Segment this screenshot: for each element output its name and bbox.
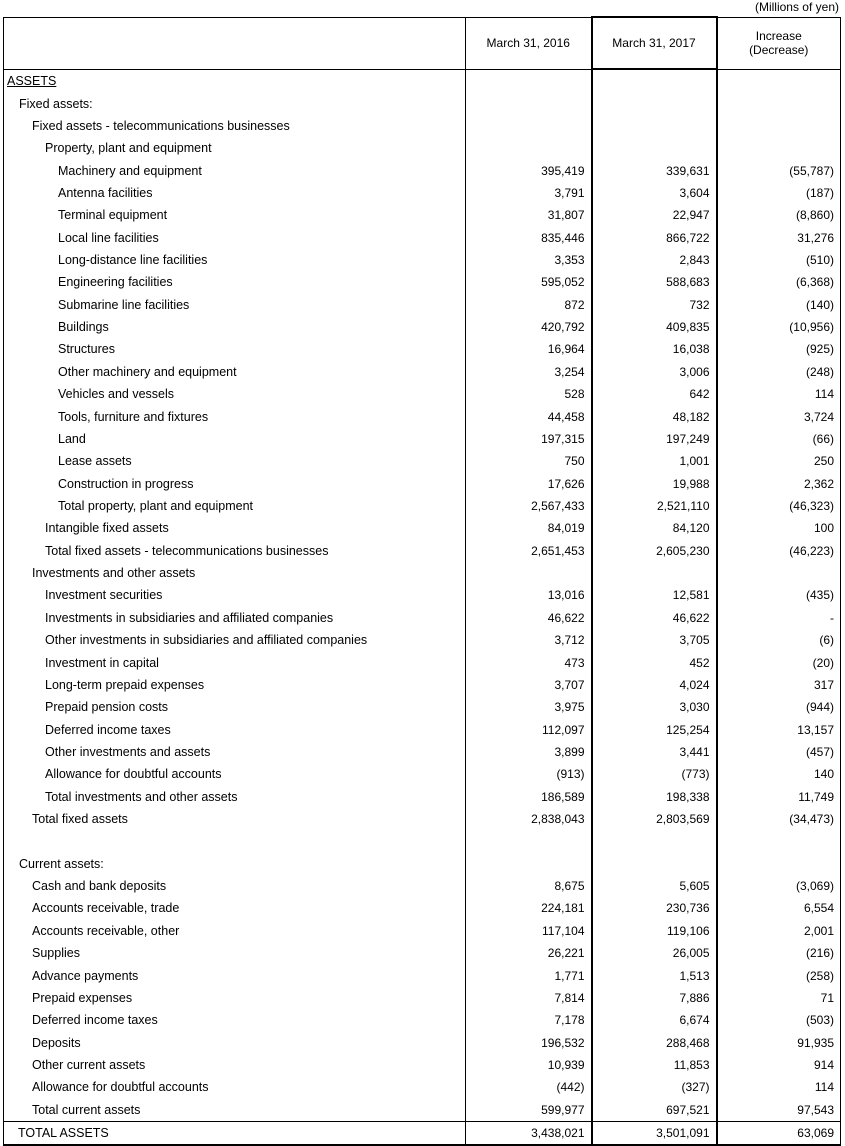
row-value-2016: 872: [466, 294, 592, 316]
row-value-change: [717, 69, 841, 92]
table-row: [4, 182, 841, 204]
row-label: Investment securities: [4, 584, 466, 606]
row-value-2017: 452: [592, 651, 717, 673]
row-value-change: (46,223): [717, 540, 841, 562]
row-value-change: (510): [717, 249, 841, 271]
total-assets-2017: 3,501,091: [592, 1121, 717, 1145]
row-value-2016: 31,807: [466, 204, 592, 226]
row-label: Tools, furniture and fixtures: [4, 405, 466, 427]
row-value-2016: 112,097: [466, 718, 592, 740]
table-row: [4, 964, 841, 986]
table-row: [4, 920, 841, 942]
table-row: [4, 1076, 841, 1098]
row-value-2017: 3,006: [592, 361, 717, 383]
row-value-change: 100: [717, 517, 841, 539]
row-label: Deferred income taxes: [4, 718, 466, 740]
row-value-2017: 3,441: [592, 741, 717, 763]
row-label: Property, plant and equipment: [4, 137, 466, 159]
header-row: [4, 17, 841, 69]
row-value-change: 11,749: [717, 786, 841, 808]
unit-note: (Millions of yen): [754, 0, 839, 14]
table-row: [4, 1054, 841, 1076]
row-value-change: (20): [717, 651, 841, 673]
table-row: [4, 316, 841, 338]
table-row: [4, 607, 841, 629]
row-label: Antenna facilities: [4, 182, 466, 204]
row-value-2016: 224,181: [466, 897, 592, 919]
row-label: Vehicles and vessels: [4, 383, 466, 405]
row-value-2016: 528: [466, 383, 592, 405]
row-value-2017: 409,835: [592, 316, 717, 338]
row-value-2017: 3,705: [592, 629, 717, 651]
row-label: Allowance for doubtful accounts: [4, 763, 466, 785]
row-value-change: 317: [717, 674, 841, 696]
row-value-2016: 2,651,453: [466, 540, 592, 562]
row-label: Terminal equipment: [4, 204, 466, 226]
row-label: Deposits: [4, 1031, 466, 1053]
row-value-change: (3,069): [717, 875, 841, 897]
total-assets-row: [4, 1121, 841, 1145]
table-row: [4, 1099, 841, 1122]
row-label: Total investments and other assets: [4, 786, 466, 808]
row-label: Other machinery and equipment: [4, 361, 466, 383]
row-value-2017: 1,001: [592, 450, 717, 472]
row-value-2017: 26,005: [592, 942, 717, 964]
total-assets-label: TOTAL ASSETS: [4, 1121, 466, 1145]
table-row: [4, 472, 841, 494]
row-value-change: (55,787): [717, 159, 841, 181]
row-value-2017: [592, 92, 717, 114]
row-label: Investments and other assets: [4, 562, 466, 584]
row-value-change: 250: [717, 450, 841, 472]
row-label: Fixed assets - telecommunications businesses: [4, 115, 466, 137]
row-label: Lease assets: [4, 450, 466, 472]
table-row: [4, 875, 841, 897]
row-value-2016: 2,567,433: [466, 495, 592, 517]
row-value-2016: 16,964: [466, 338, 592, 360]
row-value-2016: 3,975: [466, 696, 592, 718]
row-value-2017: 3,604: [592, 182, 717, 204]
row-value-2017: 288,468: [592, 1031, 717, 1053]
row-label: Advance payments: [4, 964, 466, 986]
row-value-2016: 3,899: [466, 741, 592, 763]
row-value-change: [717, 562, 841, 584]
table-row: [4, 92, 841, 114]
header-increase-decrease: [717, 17, 841, 69]
row-value-2017: 2,605,230: [592, 540, 717, 562]
row-label: Total fixed assets: [4, 808, 466, 830]
row-value-2016: 7,178: [466, 1009, 592, 1031]
row-value-2017: 12,581: [592, 584, 717, 606]
row-label: Accounts receivable, trade: [4, 897, 466, 919]
row-value-2017: (327): [592, 1076, 717, 1098]
row-value-change: 31,276: [717, 227, 841, 249]
row-value-2016: 186,589: [466, 786, 592, 808]
row-value-2017: 11,853: [592, 1054, 717, 1076]
row-value-2017: 339,631: [592, 159, 717, 181]
row-value-2017: [592, 830, 717, 852]
row-value-2016: 84,019: [466, 517, 592, 539]
row-value-change: [717, 92, 841, 114]
row-label: Long-distance line facilities: [4, 249, 466, 271]
row-value-change: (6,368): [717, 271, 841, 293]
row-value-2016: (913): [466, 763, 592, 785]
row-value-2016: 196,532: [466, 1031, 592, 1053]
row-value-2016: 13,016: [466, 584, 592, 606]
table-row: [4, 338, 841, 360]
row-value-change: (140): [717, 294, 841, 316]
row-value-change: (944): [717, 696, 841, 718]
row-value-2016: [466, 137, 592, 159]
table-row: [4, 294, 841, 316]
table-row: [4, 495, 841, 517]
row-label: Total current assets: [4, 1099, 466, 1122]
row-value-2016: 7,814: [466, 987, 592, 1009]
row-value-2016: [466, 69, 592, 92]
row-value-2017: 119,106: [592, 920, 717, 942]
row-label: Supplies: [4, 942, 466, 964]
row-value-2016: 599,977: [466, 1099, 592, 1122]
row-value-change: [717, 853, 841, 875]
table-row: [4, 584, 841, 606]
row-label: [4, 830, 466, 852]
row-value-change: 6,554: [717, 897, 841, 919]
row-value-change: [717, 115, 841, 137]
table-row: [4, 271, 841, 293]
row-value-2016: 2,838,043: [466, 808, 592, 830]
table-row: [4, 383, 841, 405]
row-label: Other investments and assets: [4, 741, 466, 763]
table-row: [4, 69, 841, 92]
row-value-2017: 198,338: [592, 786, 717, 808]
row-label: Accounts receivable, other: [4, 920, 466, 942]
table-row: [4, 540, 841, 562]
table-row: [4, 1009, 841, 1031]
table-row: [4, 853, 841, 875]
row-value-change: 2,001: [717, 920, 841, 942]
table-row: [4, 562, 841, 584]
row-value-2017: [592, 562, 717, 584]
table-row: [4, 763, 841, 785]
row-value-2017: 5,605: [592, 875, 717, 897]
row-label: Investments in subsidiaries and affiliated companies: [4, 607, 466, 629]
row-value-2017: 588,683: [592, 271, 717, 293]
table-row: [4, 942, 841, 964]
row-value-2016: 117,104: [466, 920, 592, 942]
row-value-2016: 46,622: [466, 607, 592, 629]
row-value-2016: [466, 853, 592, 875]
row-value-change: (46,323): [717, 495, 841, 517]
row-value-2017: 642: [592, 383, 717, 405]
total-assets-2016: 3,438,021: [466, 1121, 592, 1145]
row-label: Total property, plant and equipment: [4, 495, 466, 517]
row-value-change: 140: [717, 763, 841, 785]
row-value-2017: 2,803,569: [592, 808, 717, 830]
row-value-2017: [592, 137, 717, 159]
row-value-2017: [592, 69, 717, 92]
row-value-2016: [466, 562, 592, 584]
row-label: Submarine line facilities: [4, 294, 466, 316]
row-value-change: (8,860): [717, 204, 841, 226]
row-value-change: -: [717, 607, 841, 629]
row-value-2016: 197,315: [466, 428, 592, 450]
row-label: Local line facilities: [4, 227, 466, 249]
row-value-change: (6): [717, 629, 841, 651]
row-value-2017: 1,513: [592, 964, 717, 986]
table-row: [4, 1031, 841, 1053]
row-label: ASSETS: [4, 69, 466, 92]
row-value-2016: 3,254: [466, 361, 592, 383]
table-row: [4, 361, 841, 383]
row-value-2017: 125,254: [592, 718, 717, 740]
table-row: [4, 808, 841, 830]
row-value-2017: 19,988: [592, 472, 717, 494]
table-row: [4, 786, 841, 808]
row-label: Construction in progress: [4, 472, 466, 494]
table-row: [4, 629, 841, 651]
table-row: [4, 204, 841, 226]
row-value-change: 97,543: [717, 1099, 841, 1122]
row-value-2016: 750: [466, 450, 592, 472]
row-value-2017: 7,886: [592, 987, 717, 1009]
row-label: Long-term prepaid expenses: [4, 674, 466, 696]
row-value-2017: 732: [592, 294, 717, 316]
row-value-2016: [466, 92, 592, 114]
row-value-2016: 835,446: [466, 227, 592, 249]
row-value-change: (435): [717, 584, 841, 606]
row-label: Machinery and equipment: [4, 159, 466, 181]
row-value-change: 13,157: [717, 718, 841, 740]
row-value-2016: 395,419: [466, 159, 592, 181]
row-value-2017: 22,947: [592, 204, 717, 226]
header-decrease: (Decrease): [749, 43, 809, 57]
row-value-change: [717, 137, 841, 159]
table-row: [4, 159, 841, 181]
row-value-2017: 3,030: [592, 696, 717, 718]
balance-sheet-table: [3, 16, 841, 1146]
row-value-2016: 44,458: [466, 405, 592, 427]
row-value-2017: 197,249: [592, 428, 717, 450]
row-label: Prepaid expenses: [4, 987, 466, 1009]
row-value-change: (34,473): [717, 808, 841, 830]
row-value-2017: 4,024: [592, 674, 717, 696]
row-label: Cash and bank deposits: [4, 875, 466, 897]
row-value-2016: [466, 115, 592, 137]
row-value-2017: 6,674: [592, 1009, 717, 1031]
row-value-2016: 473: [466, 651, 592, 673]
row-label: Current assets:: [4, 853, 466, 875]
table-row: [4, 696, 841, 718]
row-value-change: 114: [717, 1076, 841, 1098]
row-value-2017: 16,038: [592, 338, 717, 360]
row-value-2016: 3,712: [466, 629, 592, 651]
header-label-cell: [4, 17, 466, 69]
row-value-2017: 48,182: [592, 405, 717, 427]
table-row: [4, 115, 841, 137]
row-label: Land: [4, 428, 466, 450]
row-value-change: 914: [717, 1054, 841, 1076]
table-row: [4, 718, 841, 740]
row-label: Structures: [4, 338, 466, 360]
row-label: Prepaid pension costs: [4, 696, 466, 718]
row-label: Other current assets: [4, 1054, 466, 1076]
row-value-change: 91,935: [717, 1031, 841, 1053]
row-value-change: 3,724: [717, 405, 841, 427]
row-value-change: [717, 830, 841, 852]
table-row: [4, 517, 841, 539]
row-value-2017: 2,843: [592, 249, 717, 271]
row-value-2017: 697,521: [592, 1099, 717, 1122]
row-value-change: (216): [717, 942, 841, 964]
row-value-2017: 866,722: [592, 227, 717, 249]
table-row: [4, 249, 841, 271]
row-value-change: (10,956): [717, 316, 841, 338]
table-row: [4, 987, 841, 1009]
row-value-change: (66): [717, 428, 841, 450]
row-value-2016: [466, 830, 592, 852]
row-value-2016: 26,221: [466, 942, 592, 964]
row-value-change: 2,362: [717, 472, 841, 494]
table-row: [4, 897, 841, 919]
row-label: Other investments in subsidiaries and affiliated companies: [4, 629, 466, 651]
row-value-change: (503): [717, 1009, 841, 1031]
row-value-2017: 46,622: [592, 607, 717, 629]
row-value-2017: [592, 115, 717, 137]
row-label: Engineering facilities: [4, 271, 466, 293]
row-label: Buildings: [4, 316, 466, 338]
row-value-change: (457): [717, 741, 841, 763]
table-row: [4, 137, 841, 159]
row-label: Intangible fixed assets: [4, 517, 466, 539]
row-value-2016: 10,939: [466, 1054, 592, 1076]
row-value-2017: 230,736: [592, 897, 717, 919]
row-value-change: (187): [717, 182, 841, 204]
row-value-change: (925): [717, 338, 841, 360]
row-value-2016: 420,792: [466, 316, 592, 338]
table-row: [4, 405, 841, 427]
row-value-2016: 3,353: [466, 249, 592, 271]
table-row: [4, 428, 841, 450]
row-label: Total fixed assets - telecommunications businesses: [4, 540, 466, 562]
row-value-change: (258): [717, 964, 841, 986]
row-label: Investment in capital: [4, 651, 466, 673]
row-value-2016: 3,791: [466, 182, 592, 204]
table-row: [4, 741, 841, 763]
header-march-2016: March 31, 2016: [466, 17, 592, 69]
header-increase: Increase: [755, 29, 802, 43]
row-value-change: 114: [717, 383, 841, 405]
table-row: [4, 227, 841, 249]
total-assets-change: 63,069: [717, 1121, 841, 1145]
row-value-2016: 1,771: [466, 964, 592, 986]
row-value-2016: 8,675: [466, 875, 592, 897]
table-row: [4, 830, 841, 852]
row-value-change: (248): [717, 361, 841, 383]
row-value-2016: (442): [466, 1076, 592, 1098]
row-value-change: 71: [717, 987, 841, 1009]
table-row: [4, 450, 841, 472]
table-row: [4, 651, 841, 673]
header-march-2017: March 31, 2017: [592, 17, 717, 69]
row-value-2017: [592, 853, 717, 875]
row-label: Allowance for doubtful accounts: [4, 1076, 466, 1098]
row-value-2016: 3,707: [466, 674, 592, 696]
row-value-2016: 17,626: [466, 472, 592, 494]
row-label: Fixed assets:: [4, 92, 466, 114]
row-value-2017: 84,120: [592, 517, 717, 539]
row-label: Deferred income taxes: [4, 1009, 466, 1031]
row-value-2017: (773): [592, 763, 717, 785]
row-value-2016: 595,052: [466, 271, 592, 293]
row-value-2017: 2,521,110: [592, 495, 717, 517]
table-row: [4, 674, 841, 696]
